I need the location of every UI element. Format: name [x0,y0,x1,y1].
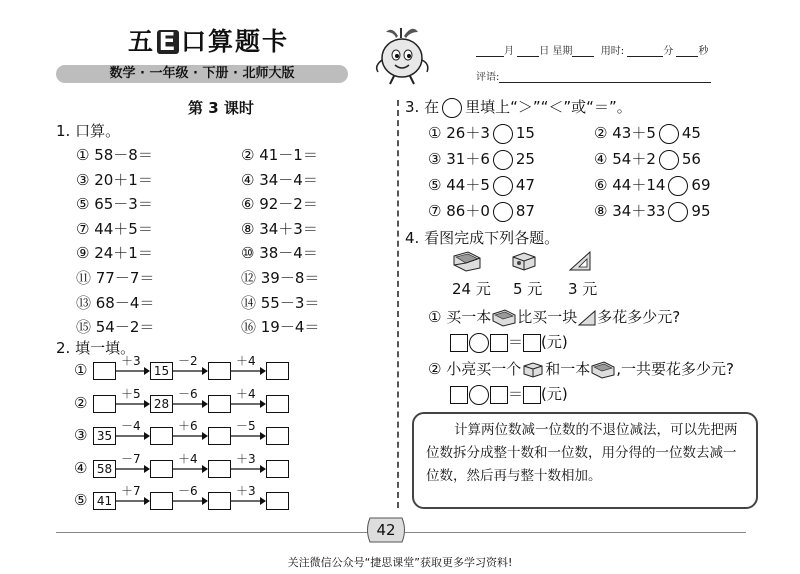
answer-box[interactable] [490,386,508,404]
answer-box[interactable] [450,334,468,352]
q3-item-left: 44＋5 [446,176,490,194]
q2-row-number: ② [74,393,88,412]
q1-item: ⑬ 68－4＝ [76,293,155,312]
q3-item-left: 44＋14 [612,176,666,194]
page-number: 42 [376,521,396,539]
circle-symbol [442,98,462,118]
q1-item: ⑨ 24＋1＝ [76,244,153,263]
compare-circle[interactable] [493,124,513,144]
q2-box[interactable] [266,395,289,413]
compare-circle[interactable] [493,202,513,222]
compare-circle[interactable] [493,150,513,170]
q2-op-label: ＋3 [121,354,141,368]
q2-op-label: ＋4 [178,451,198,466]
q2-box[interactable] [208,362,231,380]
q2-box[interactable] [266,427,289,445]
q2-row-number: ① [74,361,88,379]
q3-item [594,148,701,170]
subtitle-bar: 数学 · 一年级 · 下册 · 北师大版 [56,65,348,83]
q2-box: 41 [93,492,116,510]
column-divider [397,100,399,508]
q2-box[interactable] [266,492,289,510]
q4-sub2-answer: ＝ (元) [450,383,568,405]
q3-item-right: 15 [515,124,535,142]
tip-box: 计算两位数减一位数的不退位减法，可以先把两位数拆分成整十数和一位数，用分得的一位数去减一位数，然后再与整十数相加。 [412,412,758,509]
q2-row-number: ⑤ [74,491,88,509]
q3-item-right: 47 [515,176,535,194]
q3-item [428,200,535,222]
q3-item-number: ⑦ [428,202,442,220]
q3-item-right: 69 [691,176,711,194]
q2-box[interactable] [266,362,289,380]
q3-item-left: 26＋3 [446,124,490,142]
price-sharpener: 5 元 [513,280,543,298]
q1-item: ⑦ 44＋5＝ [76,219,153,238]
q2-op-label: ＋3 [236,484,256,498]
q2-op-label: －4 [121,419,141,433]
q1-item: ① 58－8＝ [76,146,153,164]
q3-item-number: ① [428,124,442,142]
q2-box[interactable] [208,460,231,478]
q2-op-label: ＋5 [121,386,141,401]
compare-circle[interactable] [659,124,679,144]
q2-box[interactable] [208,427,231,445]
comment-line: 评语: [476,68,711,83]
q3-item [428,148,535,170]
book-icon [452,250,482,272]
operator-circle[interactable] [469,333,489,353]
q1-item: ② 41－1＝ [241,146,318,164]
q1-item: ④ 34－4＝ [241,170,318,189]
q2-box[interactable] [208,492,231,510]
result-box[interactable] [523,334,541,352]
q1-item: ⑧ 34＋3＝ [241,219,318,238]
lesson-title: 第 3 课时 [188,99,254,117]
pencil-sharpener-icon [521,361,545,379]
q3-title: 3. 在 里填上“＞”“＜”或“＝”。 [405,98,632,116]
q3-item-right: 87 [515,202,535,220]
pencil-sharpener-icon [510,251,538,271]
q1-item: ⑥ 92－2＝ [241,195,318,214]
q2-box: 15 [150,362,173,380]
q2-box[interactable] [208,395,231,413]
q2-box[interactable] [150,460,173,478]
q3-item-right: 95 [691,202,711,220]
q1-item: ⑭ 55－3＝ [241,293,320,312]
q2-op-label: －7 [121,451,141,466]
q1-item: ③ 20＋1＝ [76,170,153,189]
q1-item: ⑫ 39－8＝ [241,269,320,287]
compare-circle[interactable] [668,176,688,196]
compare-circle[interactable] [668,202,688,222]
q3-item-left: 31＋6 [446,150,490,168]
price-book: 24 元 [452,280,491,298]
q1-item: ⑮ 54－2＝ [76,318,155,337]
q1-item: ⑪ 77－7＝ [76,269,155,287]
q3-item-left: 34＋33 [612,202,666,220]
date-line: 月 日 星期 用时: 分 秒 [476,42,708,57]
q2-op-label: ＋4 [236,386,256,401]
q3-item-right: 45 [681,124,701,142]
q3-item-left: 86＋0 [446,202,490,220]
q2-row-number: ④ [74,458,88,477]
q2-box: 35 [93,427,116,445]
result-box[interactable] [523,386,541,404]
card-title: 五 E 口算题卡 [128,27,290,56]
answer-box[interactable] [490,334,508,352]
q3-item-right: 56 [681,150,701,168]
q3-item-number: ⑥ [594,176,608,194]
q2-op-label: －2 [178,354,198,368]
q2-box[interactable] [93,362,116,380]
q1-item: ⑯ 19－4＝ [241,318,320,337]
q2-box[interactable] [150,492,173,510]
q3-item-right: 25 [515,150,535,168]
q3-item [428,174,535,196]
q2-box: 58 [93,460,116,478]
price-set-square: 3 元 [568,280,598,298]
e-logo: E [158,27,178,56]
q2-box[interactable] [266,460,289,478]
q3-item-number: ③ [428,150,442,168]
q4-sub2: ② 小亮买一个 和一本 ,一共要花多少元? [428,360,734,378]
q3-item-left: 43＋5 [612,124,656,142]
q3-item-number: ⑧ [594,202,608,220]
q3-item-number: ④ [594,150,608,168]
q2-row-number: ③ [74,426,88,444]
q2-op-label: ＋7 [121,484,141,498]
q1-item: ⑩ 38－4＝ [241,244,318,263]
book-icon [491,309,517,327]
q3-item [594,200,711,222]
q2-op-label: ＋3 [236,451,256,466]
q3-item-number: ② [594,124,608,142]
q4-sub1-answer: ＝ (元) [450,331,568,353]
q3-item-number: ⑤ [428,176,442,194]
q2-op-label: －5 [236,419,256,433]
set-square-icon [568,250,592,272]
q3-item [594,174,711,196]
q4-title: 4. 看图完成下列各题。 [405,229,560,247]
q2-op-label: ＋6 [178,419,198,433]
q2-op-label: －6 [178,484,198,498]
q2-box[interactable] [93,395,116,413]
operator-circle[interactable] [469,385,489,405]
q4-sub1: ① 买一本 比买一块 多花多少元? [428,308,681,326]
set-square-icon [577,309,597,327]
q3-item [428,122,535,144]
compare-circle[interactable] [659,150,679,170]
q2-title: 2. 填一填。 [56,339,136,357]
book-icon [590,361,616,379]
q1-title: 1. 口算。 [56,122,121,140]
q3-item-left: 54＋2 [612,150,656,168]
q2-box: 28 [150,395,173,413]
q2-op-label: ＋4 [236,354,256,368]
q1-item: ⑤ 65－3＝ [76,195,153,214]
q3-item [594,122,701,144]
q2-op-label: －6 [178,386,198,401]
answer-box[interactable] [450,386,468,404]
mascot-icon [372,26,434,86]
compare-circle[interactable] [493,176,513,196]
footer-note: 关注微信公众号“捷思课堂”获取更多学习资料! [287,556,513,569]
q2-box[interactable] [150,427,173,445]
